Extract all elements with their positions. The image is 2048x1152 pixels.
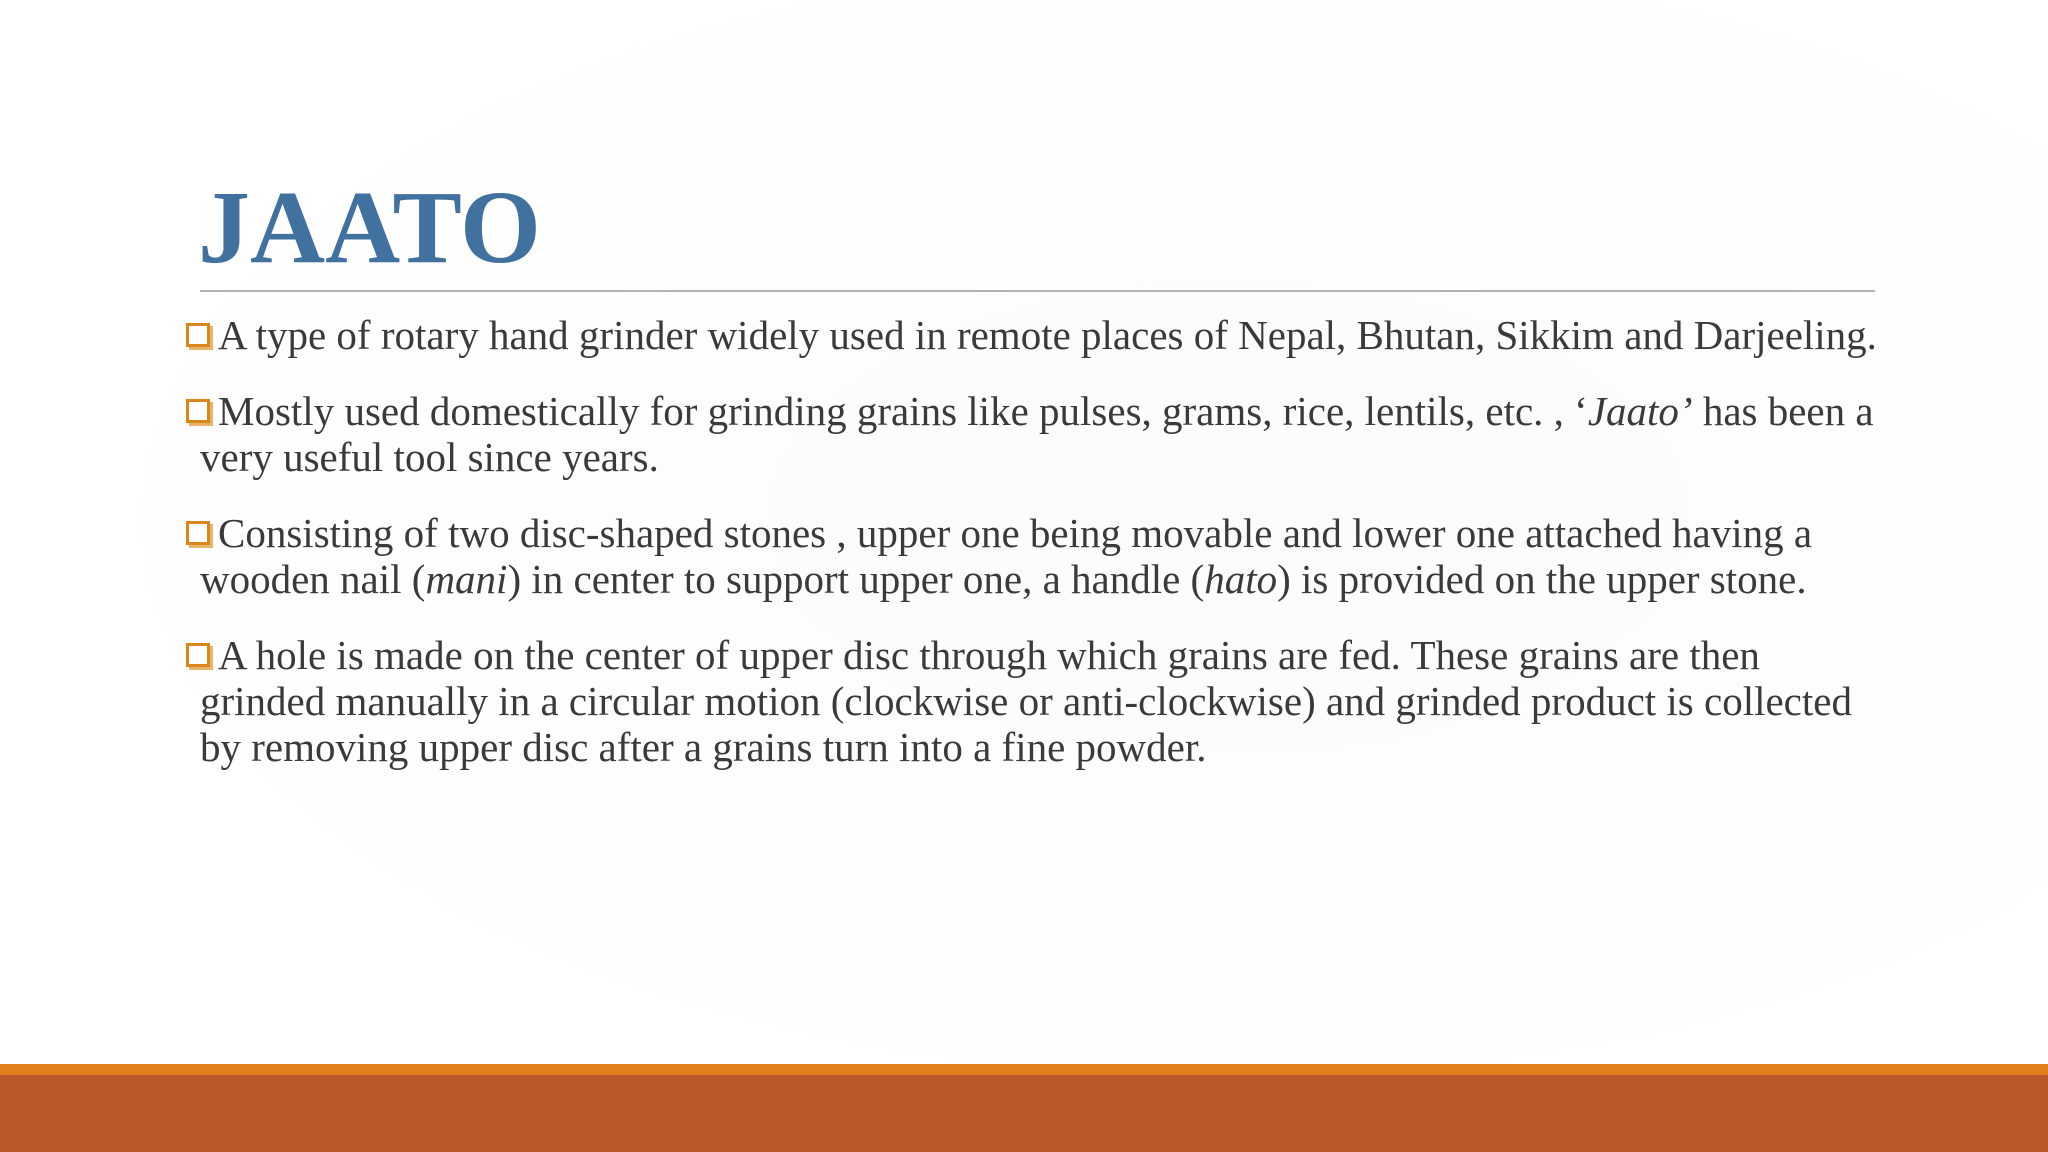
- bullet-text: Consisting of two disc-shaped stones , upper one being movable and lower one attached having a wooden nail (: [200, 510, 1813, 602]
- bullet-text: Mostly used domestically for grinding grains like pulses, grams, rice, lentils, etc. , ‘: [218, 388, 1588, 434]
- bullet-text: ) is provided on the upper stone.: [1277, 556, 1807, 602]
- bullet-text: ) in center to support upper one, a handle (: [507, 556, 1205, 602]
- bullet-list: [186, 312, 1886, 800]
- title-underline: [200, 290, 1875, 292]
- bullet-item-4: [186, 632, 1886, 770]
- bullet-item-2: [186, 388, 1886, 480]
- footer-band: [0, 1075, 2048, 1152]
- bullet-item-3: [186, 510, 1886, 602]
- bullet-text: has been a very useful tool since years.: [200, 388, 1874, 480]
- bullet-text-italic: mani: [425, 556, 508, 602]
- bullet-text: A hole is made on the center of upper disc through which grains are fed. These grains are then grinded manually in a circular motion (clockwise or anti-clockwise) and grinded product is collected by removing upper disc after a grains turn into a fine powder.: [200, 632, 1852, 770]
- hollow-square-icon: [186, 643, 210, 667]
- hollow-square-icon: [186, 521, 210, 545]
- bullet-text-italic: hato: [1204, 556, 1278, 602]
- bullet-item-1: [186, 312, 1886, 358]
- hollow-square-icon: [186, 399, 210, 423]
- slide-title: JAATO: [198, 170, 541, 285]
- footer-accent-strip: [0, 1064, 2048, 1075]
- bullet-text: A type of rotary hand grinder widely used in remote places of Nepal, Bhutan, Sikkim and Darjeeling.: [218, 312, 1877, 358]
- bullet-text-italic: Jaato’: [1587, 388, 1693, 434]
- hollow-square-icon: [186, 323, 210, 347]
